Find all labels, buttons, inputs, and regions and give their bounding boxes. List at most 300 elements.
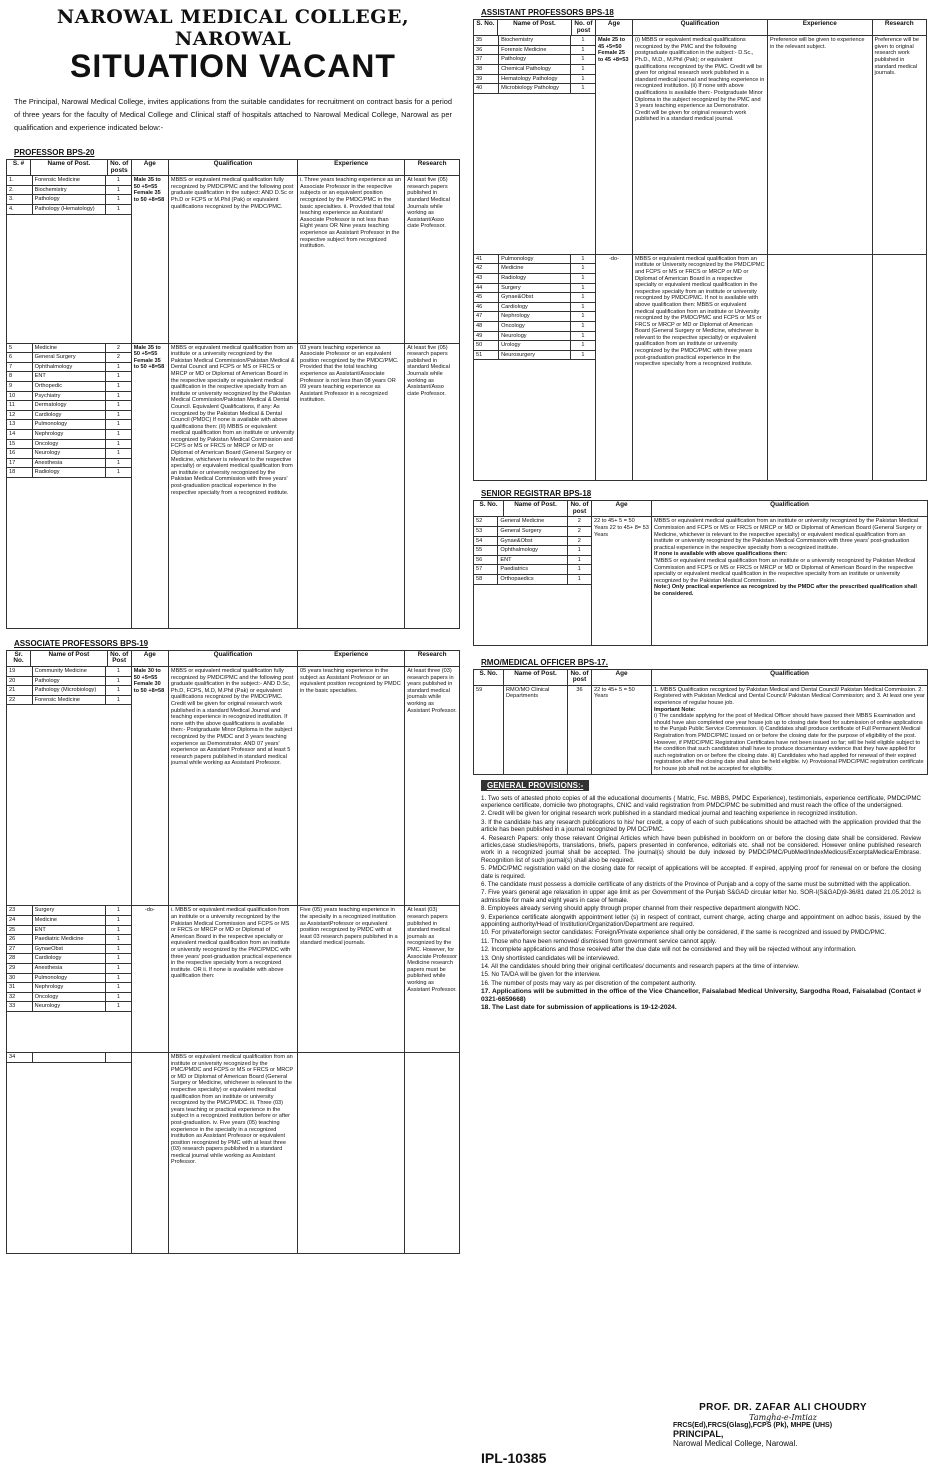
post-count-cell: 36 xyxy=(568,685,592,774)
column-header: Research xyxy=(405,650,460,666)
post-count-cell: 2 xyxy=(567,527,591,537)
post-name-cell: Dermatology xyxy=(32,401,105,411)
research-cell: At least three (03) research papers in years published in standard medical journals while working as Assistant Professor. xyxy=(405,667,460,906)
post-count-cell: 1 xyxy=(106,1002,131,1012)
column-header: Experience xyxy=(298,650,405,666)
column-header: S. No. xyxy=(474,669,504,685)
post-row xyxy=(7,1053,131,1062)
post-count-cell: 1 xyxy=(570,293,595,303)
associate-table xyxy=(6,650,460,1254)
column-header: No. of post xyxy=(568,501,592,517)
post-row xyxy=(474,575,591,585)
serial-cell: 55 xyxy=(474,546,498,556)
post-count-cell: 1 xyxy=(106,916,131,926)
column-header: Research xyxy=(405,160,460,176)
post-count-cell: 1 xyxy=(106,429,131,439)
provision-item: 3. If the candidate has any research publications to his/ her credit, a copy of each of such publications should be attached with the application provided that the article has been published in a journal recognized by PM DC/PMC. xyxy=(481,818,921,834)
senior-registrar-table xyxy=(473,500,928,645)
post-name-cell: Forensic Medicine xyxy=(499,45,571,55)
post-row xyxy=(474,350,595,360)
serial-cell: 52 xyxy=(474,517,498,526)
provision-item: 1. Two sets of attested photo copies of all the educational documents ( Matric, Fsc. MBBS, PMDC Experience), testimonials, experience certificate, PMDC/PMC experience certificate, domicile two photographs, CNIC and valid registration from PMDC/PMC be submitted and must reach the office of the undersigned. xyxy=(481,794,921,809)
post-count-cell: 1 xyxy=(570,312,595,322)
provision-item: 5. PMDC/PMC registration valid on the closing date for receipt of applications will be accepted. If expired, applying proof for renewal on or before the closing date is required. xyxy=(481,865,921,880)
post-name-cell: Community Medicine xyxy=(32,667,105,676)
post-count-cell: 1 xyxy=(106,667,131,676)
post-count-cell: 1 xyxy=(570,302,595,312)
serial-cell: 25 xyxy=(7,925,32,935)
post-count-cell: 1 xyxy=(106,695,131,705)
post-count-cell: 1 xyxy=(106,176,131,185)
column-header: Age xyxy=(131,160,168,176)
serial-cell: 22 xyxy=(7,695,32,705)
serial-cell: 48 xyxy=(474,321,499,331)
signature-block xyxy=(643,1402,923,1448)
signatory-post: PRINCIPAL, xyxy=(673,1429,724,1439)
note-text: Note:) Only practical experience as recognized by the PMDC after the prescribed qualification shall be considered. xyxy=(654,584,917,597)
table-row xyxy=(7,667,460,906)
signatory-qualifications: FRCS(Ed),FRCS(Glasg),FCPS (Pk), MHPE (UHS) xyxy=(673,1422,833,1429)
column-header: Name of Post. xyxy=(504,501,568,517)
post-count-cell: 1 xyxy=(106,458,131,468)
serial-cell: 8 xyxy=(7,372,32,382)
post-count-cell: 1 xyxy=(106,468,131,478)
post-name-cell: Paediatric Medicine xyxy=(32,935,105,945)
serial-cell: 3. xyxy=(7,195,32,205)
post-count-cell: 1 xyxy=(106,906,131,915)
post-row xyxy=(7,176,131,185)
post-row xyxy=(7,973,131,983)
post-name-cell: Nephrology xyxy=(32,983,105,993)
post-count-cell: 1 xyxy=(570,350,595,360)
post-name-cell xyxy=(32,1053,105,1062)
column-header: S. No. xyxy=(474,20,498,36)
post-row xyxy=(7,468,131,478)
column-header: Name of Post xyxy=(31,650,108,666)
post-name-cell: General Surgery xyxy=(32,353,105,363)
post-count-cell: 1 xyxy=(106,925,131,935)
post-count-cell: 1 xyxy=(106,676,131,686)
post-row xyxy=(7,916,131,926)
qualification-cell: MBBS or equivalent medical qualification fully recognized by PMDC/PMC and the following post graduate qualification in the subject: AND D.Sc or Ph.D or FCPS or M.Phil (Pak) or equivalent qualifications recognized by the PMDC/PMC. xyxy=(168,176,297,343)
post-count-cell: 1 xyxy=(106,185,131,195)
post-row xyxy=(7,944,131,954)
qualification-cell: MBBS or equivalent medical qualification from an institute or university recognized by the PMC/PMDC and FCPS or MS or FRCS or MRCP or MD or Diplomat of American Board (General Surgery or Medicine, whichever is relevant to the respective specialty) or equivalent medical qualification from an institute or university recognized by the PMC/PMDC. iii. Three (03) years teaching or practical experience in the subject in a recognized institution before or after post-graduation. iv. Five years (05) teaching experience in the specialty in a recognized institution as Assistant Professor or equivalent position recognized by PMC with at least three (03) research papers published in a standard medical journal while working as Assistant Professor. xyxy=(168,1052,297,1253)
post-name-cell: Pathology (Hematology) xyxy=(32,204,105,214)
column-header: Age xyxy=(595,20,632,36)
serial-cell: 49 xyxy=(474,331,499,341)
serial-cell: 42 xyxy=(474,264,499,274)
post-row xyxy=(7,391,131,401)
serial-cell: 43 xyxy=(474,273,499,283)
post-row xyxy=(474,341,595,351)
post-count-cell: 2 xyxy=(106,353,131,363)
serial-cell: 45 xyxy=(474,293,499,303)
serial-cell: 24 xyxy=(7,916,32,926)
column-header: No. of posts xyxy=(107,160,131,176)
post-name-cell: Nephrology xyxy=(499,312,571,322)
post-name-cell: Cardiology xyxy=(32,954,105,964)
column-header: Name of Post. xyxy=(497,20,571,36)
post-count-cell: 1 xyxy=(106,944,131,954)
post-row xyxy=(474,45,595,55)
experience-cell: Five (05) years teaching experience in the specialty in a recognized institution as AssistantProfessor or equivalent position recognized by PMDC with at least 03 research papers published in a standard medical journals. xyxy=(298,906,405,1053)
post-name-cell: Cardiology xyxy=(32,410,105,420)
serial-cell: 33 xyxy=(7,1002,32,1012)
serial-cell: 21 xyxy=(7,686,32,696)
post-row xyxy=(7,410,131,420)
post-count-cell: 2 xyxy=(567,536,591,546)
provision-item: 7. Five years general age relaxation in upper age limit as per Government of the Punjab S&GAD circular letter No. SOR-I(S&GAD)9-36/81 dated 21.05.2012 is admissible for male and eight years in case of female. xyxy=(481,889,921,904)
serial-cell: 10 xyxy=(7,391,32,401)
qualification-cell: MBBS or equivalent medical qualification from an institute or a university recognized by the Pakistan Medical Commission/Pakistan Medical & Dental Council and FCPS or MS or FRCS or MRCP or MD or Diplomat of American Board in the respective specialty or equivalent medical qualification in the respective specialty from an institute or university recognized by the Pakistan Medical Commission/Pakistan Medical & Dental Council. Equivalent Qualifications, if any: As recognized by the Pakistan Medical & Dental Council (PMDC) If none is available with above qualifications then: (II) MBBS or equivalent medical qualification from an institute or university recognized by Pakistan Medical Commission and FCPS or MS or FRCS or MRCP or MD or Diplomat of American Board (General Surgery or Medicine, whichever is relevant to the respective specialty) or equivalent medical qualification from an institute or university recognized by the Pakistan Medical Commission with three years' post-graduation practical experience in the respective specialty from a recognized institute. xyxy=(168,343,297,628)
serial-cell: 47 xyxy=(474,312,499,322)
serial-cell: 5 xyxy=(7,344,32,353)
table-row xyxy=(7,176,460,343)
post-row xyxy=(7,195,131,205)
intro-text: The Principal, Narowal Medical College, invites applications from the suitable candidates for recruitment on contract basis for a period of three years for the faculty of Medical College and Clinical staff of hospitals attached to Narowal Medical College, Narowal as per qualification and experience indicated below:- xyxy=(14,97,452,132)
provision-item: 15. No TA/DA will be given for the interview. xyxy=(481,971,601,979)
post-name-cell: Pulmonology xyxy=(499,255,571,264)
post-row xyxy=(474,331,595,341)
post-row xyxy=(474,302,595,312)
post-count-cell: 2 xyxy=(567,517,591,526)
post-row xyxy=(7,204,131,214)
post-row xyxy=(7,935,131,945)
post-name-cell: RMO/MO Clinical Departments xyxy=(504,685,568,774)
qualification-cell: MBBS or equivalent medical qualification from an institute or University recognized by the PMDC/PMC and FCPS or MS or FRCS or MRCP or MD or Diplomat of American Board in a respective specialty or equivalent medical qualification in the respective specialty from an institute or university recognized by PMDC/PMC. If not is available with above qualification then: MBBS or equivalent medical qualification from an institute or University recognized by the PMDC/PMC and FCPS or MS or FRCS or MRCP or MD or Diplomat of American Board (General Surgery or Medicine, whichever is relevant to the respective specialty) or equivalent qualification from an institute or university recognized by the PMDC/PMC with three years post-graduation practical experience in the respective specialty from a recognized institute. xyxy=(632,254,767,481)
post-name-cell: Chemical Pathology xyxy=(499,64,571,74)
associate-heading: ASSOCIATE PROFESSORS BPS-19 xyxy=(14,638,149,648)
post-row xyxy=(474,64,595,74)
research-cell: At least five (05) research papers published in standard Medical Journals while working as Assistant/Asso ciate Professor. xyxy=(405,343,460,628)
table-header-row xyxy=(474,669,928,685)
post-count-cell: 1 xyxy=(570,45,595,55)
post-count-cell: 1 xyxy=(570,255,595,264)
post-row xyxy=(7,695,131,705)
post-name-cell: Pathology (Microbiology) xyxy=(32,686,105,696)
column-header: No. of post xyxy=(572,20,596,36)
post-count-cell: 1 xyxy=(570,321,595,331)
post-name-cell: Paediatrics xyxy=(498,565,567,575)
qualification-cell xyxy=(652,517,928,645)
table-row xyxy=(474,685,928,774)
post-row xyxy=(7,983,131,993)
post-name-cell: GynaeObst xyxy=(32,944,105,954)
post-name-cell: Oncology xyxy=(499,321,571,331)
post-name-cell: General Surgery xyxy=(498,527,567,537)
serial-cell: 15 xyxy=(7,439,32,449)
column-header: Age xyxy=(592,669,652,685)
column-header: S. # xyxy=(7,160,31,176)
qualification-alt-heading: If none is available with above qualifications then: xyxy=(654,551,788,558)
post-name-cell: Psychiatry xyxy=(32,391,105,401)
post-name-cell: Gynae&Obst xyxy=(499,293,571,303)
post-name-cell: Neurology xyxy=(32,1002,105,1012)
provision-item: 14. All the candidates should bring their original certificates/ documents and research papers at the time of interview. xyxy=(481,963,800,971)
qualification-text: MBBS or equivalent medical qualification from an institute or university recognized by the Pakistan Medical Commission and FCPS or MS or FRCS or MRCP or MD or Diplomat of American Board (General Surgery or Medicine, whichever is relevant to the respective specialty) or equivalent medical qualification from an institute or university recognized by the Pakistan Medical Commission with three years' post-graduation practical experience in the respective specialty from a recognized institute. xyxy=(654,518,922,551)
provision-item: 17. Applications will be submitted in the office of the Vice Chancellor, Faisalabad Medical University, Sargodha Road, Faisalabad (Contact # 0321-6659668) xyxy=(481,988,921,1003)
column-header: Age xyxy=(592,501,652,517)
serial-cell: 13 xyxy=(7,420,32,430)
serial-cell: 57 xyxy=(474,565,498,575)
provision-item: 8. Employees already serving should apply through proper channel from their respective department alongwith NOC. xyxy=(481,905,801,913)
post-count-cell: 1 xyxy=(106,420,131,430)
post-name-cell: Cardiology xyxy=(499,302,571,312)
post-row xyxy=(474,293,595,303)
serial-cell: 6 xyxy=(7,353,32,363)
post-row xyxy=(474,55,595,65)
post-count-cell: 1 xyxy=(106,449,131,459)
column-header: Sr. No. xyxy=(7,650,31,666)
post-count-cell: 1 xyxy=(570,331,595,341)
qualification-alt-text: "MBBS or equivalent medical qualification from an institute or a university recognized by Pakistan Medical Commission and FCPS or MS or FRCS or MRCP or MD or Diplomat of American Board in the respective specialty or equivalent medical qualification in the respective specialty from an institute or university recognized by the Pakistan Medical Commission. xyxy=(654,558,916,584)
post-name-cell: Radiology xyxy=(32,468,105,478)
provision-item: 9. Experience certificate alongwith appointment letter (s) in respect of contract, current charge, acting charge and appointment on adhoc basis, issued by the appointing authority/Head of Institution/Organization/Department are required. xyxy=(481,913,921,929)
post-count-cell: 1 xyxy=(567,555,591,565)
serial-cell: 14 xyxy=(7,429,32,439)
post-row xyxy=(474,517,591,526)
post-name-cell: Pulmonology xyxy=(32,973,105,983)
provision-item: 6. The candidate must possess a domicile certificate of any districts of the Province of Punjab and a copy of the same must be submitted with the application. xyxy=(481,881,911,888)
post-count-cell: 1 xyxy=(567,575,591,585)
post-row xyxy=(7,185,131,195)
general-provisions-heading: GENERAL PROVISIONS:- xyxy=(481,780,589,791)
post-count-cell: 1 xyxy=(106,439,131,449)
qualification-cell xyxy=(652,685,928,774)
important-note-label: Important Note: xyxy=(654,706,696,713)
post-count-cell: 1 xyxy=(106,195,131,205)
column-header: Qualification xyxy=(652,669,928,685)
post-row xyxy=(7,964,131,974)
table-row xyxy=(474,254,927,481)
serial-cell: 26 xyxy=(7,935,32,945)
column-header: Experience xyxy=(767,20,872,36)
post-name-cell: Medicine xyxy=(32,916,105,926)
age-cell: Male 35 to 50 +5=55 Female 35 to 50 +8=58 xyxy=(131,176,168,343)
table-header-row xyxy=(474,20,927,36)
post-count-cell: 1 xyxy=(106,935,131,945)
serial-cell: 12 xyxy=(7,410,32,420)
post-count-cell: 1 xyxy=(106,401,131,411)
qualification-cell: i. MBBS or equivalent medical qualification from an institute or a university recognized by the Pakistan Medical Commission and FCPS or MS or FRCS or MRCP or MD or Diplomat of American Board in the respective specialty or equivalent medical qualification from an institute or university recognized by the PMC/PMDC with three years' post-graduation practical experience in the respective specialty from a recognized institute. OR ii. If none is available with above qualification then: xyxy=(168,906,297,1053)
post-count-cell: 1 xyxy=(567,546,591,556)
post-count-cell: 1 xyxy=(106,391,131,401)
serial-cell: 46 xyxy=(474,302,499,312)
table-row xyxy=(7,1052,460,1253)
column-header: Research xyxy=(872,20,926,36)
table-row xyxy=(474,36,927,255)
serial-cell: 23 xyxy=(7,906,32,915)
post-row xyxy=(474,84,595,94)
rmo-table xyxy=(473,669,928,775)
post-row xyxy=(474,321,595,331)
post-count-cell: 1 xyxy=(570,264,595,274)
assistant-heading: ASSISTANT PROFESSORS BPS-18 xyxy=(481,8,614,17)
college-name: NAROWAL MEDICAL COLLEGE, NAROWAL xyxy=(56,6,410,50)
serial-cell: 9 xyxy=(7,381,32,391)
serial-cell: 58 xyxy=(474,575,498,585)
signatory-award: Tamgha-e-Imtiaz xyxy=(749,1413,817,1422)
post-count-cell: 2 xyxy=(106,344,131,353)
post-name-cell: Pathology xyxy=(32,195,105,205)
provision-item: 2. Credit will be given for original research work published in a standard medical journal and teaching experience in recognized institution. xyxy=(481,810,858,818)
age-cell: Male 25 to 45 +5=50 Female 25 to 45 +8=53 xyxy=(595,36,632,255)
table-header-row xyxy=(7,650,460,666)
age-cell: -do- xyxy=(595,254,632,481)
serial-cell: 18 xyxy=(7,468,32,478)
table-row xyxy=(7,343,460,628)
post-count-cell: 1 xyxy=(106,954,131,964)
post-name-cell: Oncology xyxy=(32,439,105,449)
serial-cell: 32 xyxy=(7,992,32,1002)
post-name-cell: Nephrology xyxy=(32,429,105,439)
research-cell: Preference will be given to original research work published in standard medical journals. xyxy=(872,36,926,255)
post-count-cell: 1 xyxy=(106,381,131,391)
post-name-cell: Urology xyxy=(499,341,571,351)
post-count-cell: 1 xyxy=(570,283,595,293)
left-column xyxy=(6,4,460,1254)
post-row xyxy=(7,381,131,391)
serial-cell: 31 xyxy=(7,983,32,993)
rmo-heading: RMO/MEDICAL OFFICER BPS-17. xyxy=(481,657,608,667)
post-name-cell: Ophthalmology xyxy=(32,362,105,372)
post-row xyxy=(474,312,595,322)
post-row xyxy=(7,429,131,439)
post-row xyxy=(474,536,591,546)
professor-table xyxy=(6,159,460,629)
post-row xyxy=(7,401,131,411)
post-name-cell: ENT xyxy=(498,555,567,565)
column-header: Experience xyxy=(298,160,405,176)
post-name-cell: Ophthalmology xyxy=(498,546,567,556)
experience-cell: Preference will be given to experience in the relevant subject. xyxy=(767,36,872,255)
serial-cell: 28 xyxy=(7,954,32,964)
post-count-cell: 1 xyxy=(570,36,595,45)
serial-cell: 56 xyxy=(474,555,498,565)
post-row xyxy=(7,439,131,449)
post-row xyxy=(474,264,595,274)
serial-cell: 34 xyxy=(7,1053,32,1062)
column-header: Qualification xyxy=(652,501,928,517)
post-row xyxy=(474,565,591,575)
post-name-cell: Anesthesia xyxy=(32,458,105,468)
post-count-cell: 1 xyxy=(106,410,131,420)
table-row xyxy=(474,517,928,645)
post-count-cell: 1 xyxy=(106,372,131,382)
serial-cell: 40 xyxy=(474,84,499,94)
post-name-cell: Surgery xyxy=(499,283,571,293)
qualification-cell: MBBS or equivalent medical qualification fully recognized by PMDC/PMC and the following post graduate qualification in the subject:- AND D.Sc, Ph.D, FCPS, M.D, M.Phil (Pak) or equivalent qualifications recognized by the PMDC/PMC. Credit will be given for original research work published in a standard Medical Journal and teaching experience in recognized institution. If none with the above qualifications is available then:- Postgraduate Minor Diploma in the subject recognized by the PMDC and 3 years teaching experience as Demonstrator. AND 07 years' experience as Assistant Professor and at least 5 research papers published in standard medical journal while working as Assistant Professor. xyxy=(168,667,297,906)
post-name-cell: Neurosurgery xyxy=(499,350,571,360)
table-header-row xyxy=(474,501,928,517)
post-row xyxy=(7,906,131,915)
ipl-number: IPL-10385 xyxy=(481,1450,547,1466)
table-header-row xyxy=(7,160,460,176)
qualification-text: 1. MBBS Qualification recognized by Pakistan Medical and Dental Council/ Pakistan Medical Commission. 2. Registered with Pakistan Medical and Dental Council/ Pakistan Medical Commission; and 3. At least one year experience of regular house job. xyxy=(654,686,925,706)
post-name-cell: Orthopaedics xyxy=(498,575,567,585)
serial-cell: 59 xyxy=(474,685,504,774)
serial-cell: 36 xyxy=(474,45,499,55)
post-row xyxy=(7,353,131,363)
general-provisions-list xyxy=(481,795,921,1012)
serial-cell: 1. xyxy=(7,176,32,185)
post-count-cell: 1 xyxy=(570,74,595,84)
post-row xyxy=(7,925,131,935)
post-row xyxy=(7,992,131,1002)
post-name-cell: ENT xyxy=(32,372,105,382)
serial-cell: 41 xyxy=(474,255,499,264)
serial-cell: 19 xyxy=(7,667,32,676)
post-name-cell: Radiology xyxy=(499,273,571,283)
post-name-cell: Biochemistry xyxy=(499,36,571,45)
post-count-cell: 1 xyxy=(106,983,131,993)
provision-item: 16. The number of posts may vary as per discretion of the competent authority. xyxy=(481,979,697,987)
right-column xyxy=(473,4,927,1466)
post-count-cell: 1 xyxy=(106,686,131,696)
column-header: No. of Post xyxy=(107,650,131,666)
provision-item: 13. Only shortlisted candidates will be interviewed. xyxy=(481,954,620,962)
serial-cell: 50 xyxy=(474,341,499,351)
experience-cell: 05 years teaching experience in the subject as Assistant Professor or an equivalent position recognized by PMDC in the basic specialties. xyxy=(298,667,405,906)
column-header: Qualification xyxy=(168,650,297,666)
post-row xyxy=(7,458,131,468)
professor-heading: PROFESSOR BPS-20 xyxy=(14,148,95,157)
provision-item: 18. The Last date for submission of applications is 19-12-2024. xyxy=(481,1004,677,1012)
senior-registrar-heading: SENIOR REGISTRAR BPS-18 xyxy=(481,489,592,499)
post-row xyxy=(474,283,595,293)
signatory-college: Narowal Medical College, Narowal. xyxy=(673,1439,798,1448)
post-name-cell: Neurology xyxy=(499,331,571,341)
post-name-cell: ENT xyxy=(32,925,105,935)
serial-cell: 29 xyxy=(7,964,32,974)
signatory-name: PROF. DR. ZAFAR ALI CHOUDRY xyxy=(699,1402,867,1413)
column-header: Qualification xyxy=(632,20,767,36)
post-name-cell: Medicine xyxy=(499,264,571,274)
column-header: No. of post xyxy=(568,669,592,685)
serial-cell: 53 xyxy=(474,527,498,537)
post-name-cell: Medicine xyxy=(32,344,105,353)
post-row xyxy=(7,1002,131,1012)
post-row xyxy=(474,273,595,283)
serial-cell: 2. xyxy=(7,185,32,195)
assistant-table xyxy=(473,19,927,481)
post-count-cell: 1 xyxy=(106,362,131,372)
serial-cell: 37 xyxy=(474,55,499,65)
age-cell: 22 to 45+ 5 = 50 Years 22 to 45+ 8= 53 Years xyxy=(592,517,652,645)
post-name-cell: Hematology Pathology xyxy=(499,74,571,84)
post-row xyxy=(7,686,131,696)
post-count-cell: 1 xyxy=(106,204,131,214)
age-cell: 22 to 45+ 5 = 50 Years xyxy=(592,685,652,774)
post-name-cell: Oncology xyxy=(32,992,105,1002)
post-count-cell: 1 xyxy=(567,565,591,575)
column-header: Age xyxy=(131,650,168,666)
post-row xyxy=(474,546,591,556)
post-name-cell: Forensic Medicine xyxy=(32,695,105,705)
post-row xyxy=(7,676,131,686)
serial-cell: 20 xyxy=(7,676,32,686)
post-row xyxy=(7,667,131,676)
post-name-cell: Microbiology Pathology xyxy=(499,84,571,94)
serial-cell: 30 xyxy=(7,973,32,983)
page-title: SITUATION VACANT xyxy=(70,48,396,84)
post-name-cell: Pathology xyxy=(499,55,571,65)
provision-item: 11. Those who have been removed/ dismissed from government service cannot apply. xyxy=(481,937,717,945)
column-header: S. No. xyxy=(474,501,504,517)
age-cell: Male 30 to 50 +5=55 Female 30 to 50 +8=58 xyxy=(131,667,168,906)
post-count-cell: 1 xyxy=(106,964,131,974)
